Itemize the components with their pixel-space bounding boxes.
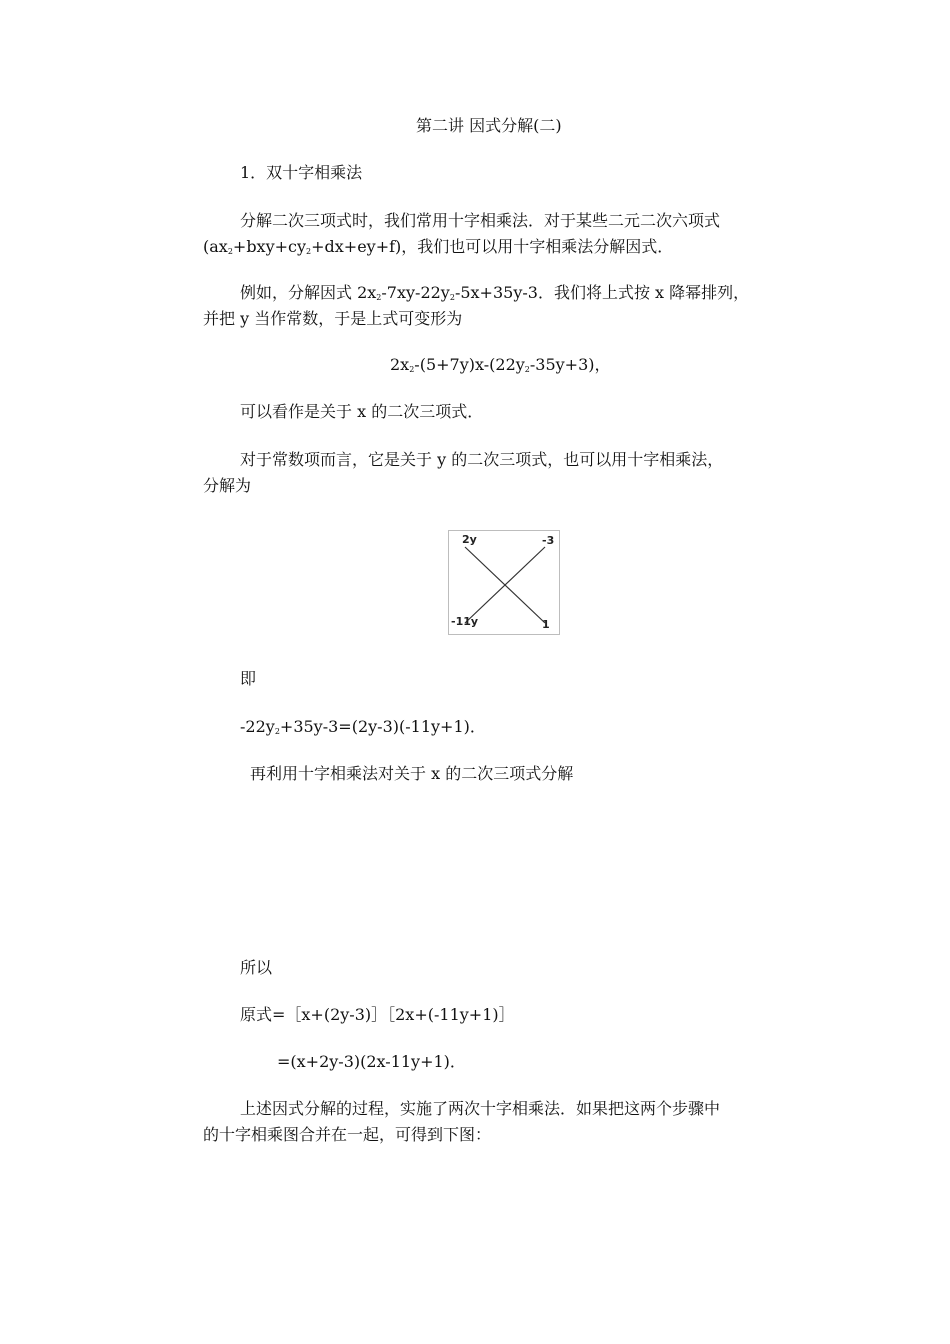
paragraph-line: 分解二次三项式时，我们常用十字相乘法．对于某些二元二次六项式 xyxy=(240,211,721,230)
paragraph-line: $(ax_2+bxy+cy_2+dx+ey+f)$，我们也可以用十字相乘法分解因式． xyxy=(203,237,674,256)
formula: $2x_2-(5+7y)x-(22y_2-35y+3)$， xyxy=(390,355,611,374)
paragraph-line: 分解为 xyxy=(203,476,252,495)
page-title: 第二讲 因式分解(二) xyxy=(416,116,562,135)
cross-bottom-left: -11y xyxy=(451,615,479,628)
cross-multiplication-diagram xyxy=(448,530,560,635)
paragraph-line: 例如，分解因式 $2x_2-7xy-22y_2-5x+35y-3$．我们将上式按 x 降幂排列， xyxy=(240,283,750,302)
paragraph-line: 即 xyxy=(240,669,257,688)
section-heading: 1．双十字相乘法 xyxy=(240,163,363,182)
paragraph-line: 对于常数项而言，它是关于 y 的二次三项式，也可以用十字相乘法， xyxy=(240,450,724,469)
formula: 原式=［x+(2y-3)］［2x+(-11y+1)］ xyxy=(240,1005,515,1024)
paragraph-line: 并把 y 当作常数，于是上式可变形为 xyxy=(203,309,463,328)
formula: $-22y_2+35y-3=(2y-3)(-11y+1)$． xyxy=(240,717,486,736)
cross-top-right: -3 xyxy=(542,534,555,547)
paragraph-line: 可以看作是关于 x 的二次三项式． xyxy=(240,402,484,421)
cross-top-left: 2y xyxy=(462,533,477,546)
paragraph-line: 上述因式分解的过程，实施了两次十字相乘法．如果把这两个步骤中 xyxy=(240,1099,721,1118)
cross-bottom-right: 1 xyxy=(542,618,550,631)
formula: =(x+2y-3)(2x-11y+1)． xyxy=(277,1052,466,1071)
paragraph-line: 所以 xyxy=(240,958,273,977)
paragraph-line: 再利用十字相乘法对关于 x 的二次三项式分解 xyxy=(250,764,574,783)
paragraph-line: 的十字相乘图合并在一起，可得到下图： xyxy=(203,1125,492,1144)
